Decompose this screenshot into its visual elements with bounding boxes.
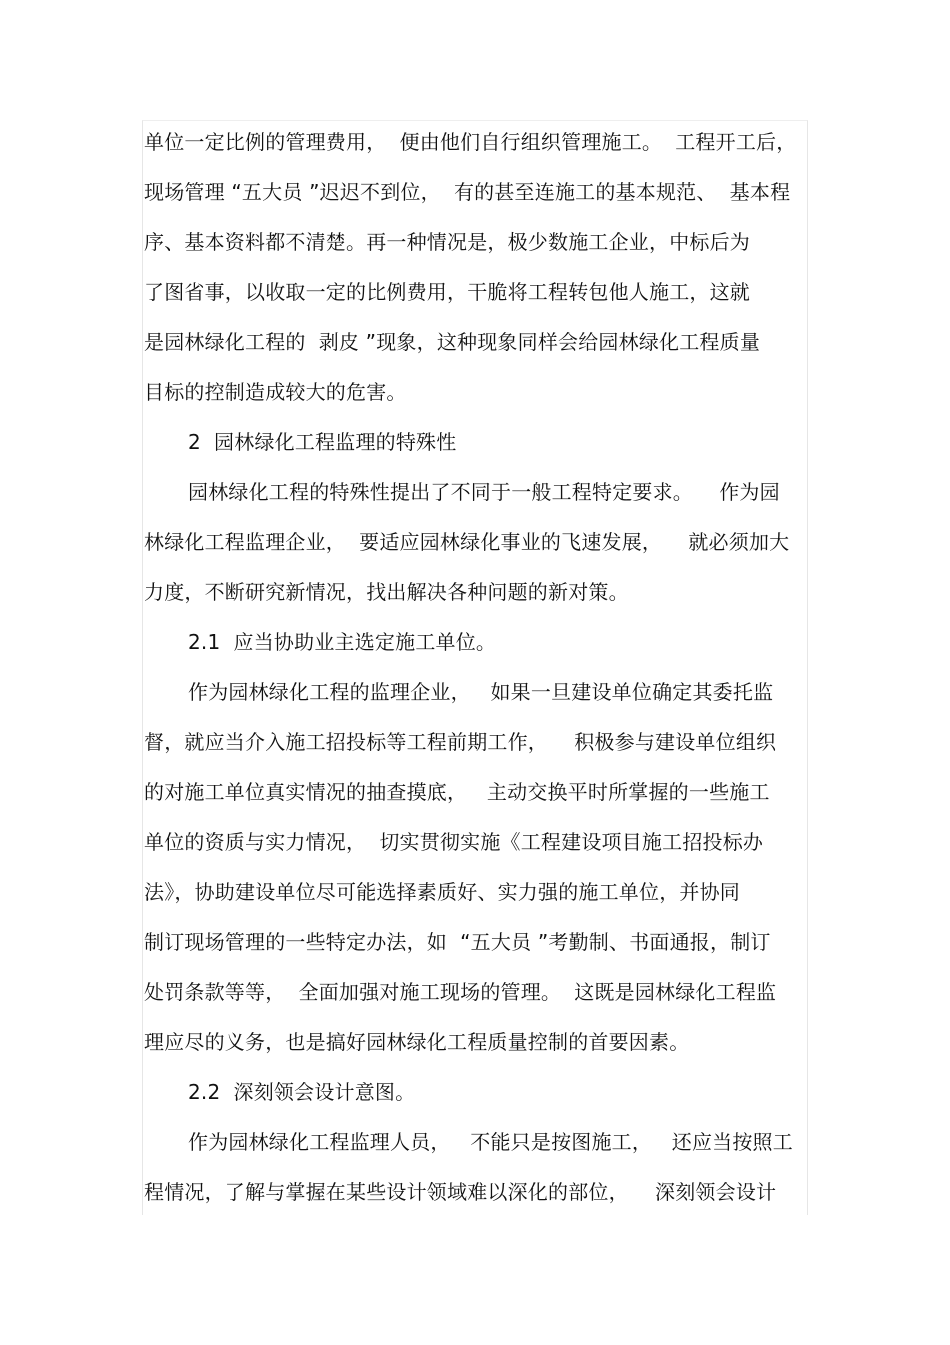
text-line-10: 力度，不断研究新情况，找出解决各种问题的新对策。 <box>144 580 629 604</box>
text-line-14: 的对施工单位真实情况的抽查摸底， 主动交换平时所掌握的一些施工 <box>144 780 770 804</box>
text-line-1: 单位一定比例的管理费用， 便由他们自行组织管理施工。 工程开工后， <box>144 130 797 154</box>
text-line-15: 单位的资质与实力情况， 切实贯彻实施《工程建设项目施工招投标办 <box>144 830 764 854</box>
text-line-4: 了图省事，以收取一定的比例费用，干脆将工程转包他人施工，这就 <box>144 280 750 304</box>
text-line-13: 督，就应当介入施工招投标等工程前期工作， 积极参与建设单位组织 <box>144 730 777 754</box>
text-line-21: 作为园林绿化工程监理人员， 不能只是按图施工， 还应当按照工 <box>188 1130 793 1154</box>
text-line-8: 园林绿化工程的特殊性提出了不同于一般工程特定要求。 作为园 <box>188 480 780 504</box>
section-heading-2-2: 2.2 深刻领会设计意图。 <box>188 1080 416 1104</box>
text-line-5: 是园林绿化工程的 剥皮 ”现象，这种现象同样会给园林绿化工程质量 <box>144 330 761 354</box>
text-line-22: 程情况，了解与掌握在某些设计领域难以深化的部位， 深刻领会设计 <box>144 1180 777 1204</box>
section-heading-2: 2 园林绿化工程监理的特殊性 <box>188 430 457 454</box>
text-line-18: 处罚条款等等， 全面加强对施工现场的管理。 这既是园林绿化工程监 <box>144 980 777 1004</box>
text-line-2: 现场管理 “五大员 ”迟迟不到位， 有的甚至连施工的基本规范、 基本程 <box>144 180 791 204</box>
text-line-12: 作为园林绿化工程的监理企业， 如果一旦建设单位确定其委托监 <box>188 680 774 704</box>
section-heading-2-1: 2.1 应当协助业主选定施工单位。 <box>188 630 497 654</box>
text-line-6: 目标的控制造成较大的危害。 <box>144 380 407 404</box>
text-line-16: 法》，协助建设单位尽可能选择素质好、实力强的施工单位，并协同 <box>144 880 740 904</box>
text-line-9: 林绿化工程监理企业， 要适应园林绿化事业的飞速发展， 就必须加大 <box>144 530 790 554</box>
text-line-19: 理应尽的义务，也是搞好园林绿化工程质量控制的首要因素。 <box>144 1030 690 1054</box>
text-line-3: 序、基本资料都不清楚。再一种情况是，极少数施工企业，中标后为 <box>144 230 750 254</box>
text-line-17: 制订现场管理的一些特定办法，如 “五大员 ”考勤制、书面通报，制订 <box>144 930 771 954</box>
